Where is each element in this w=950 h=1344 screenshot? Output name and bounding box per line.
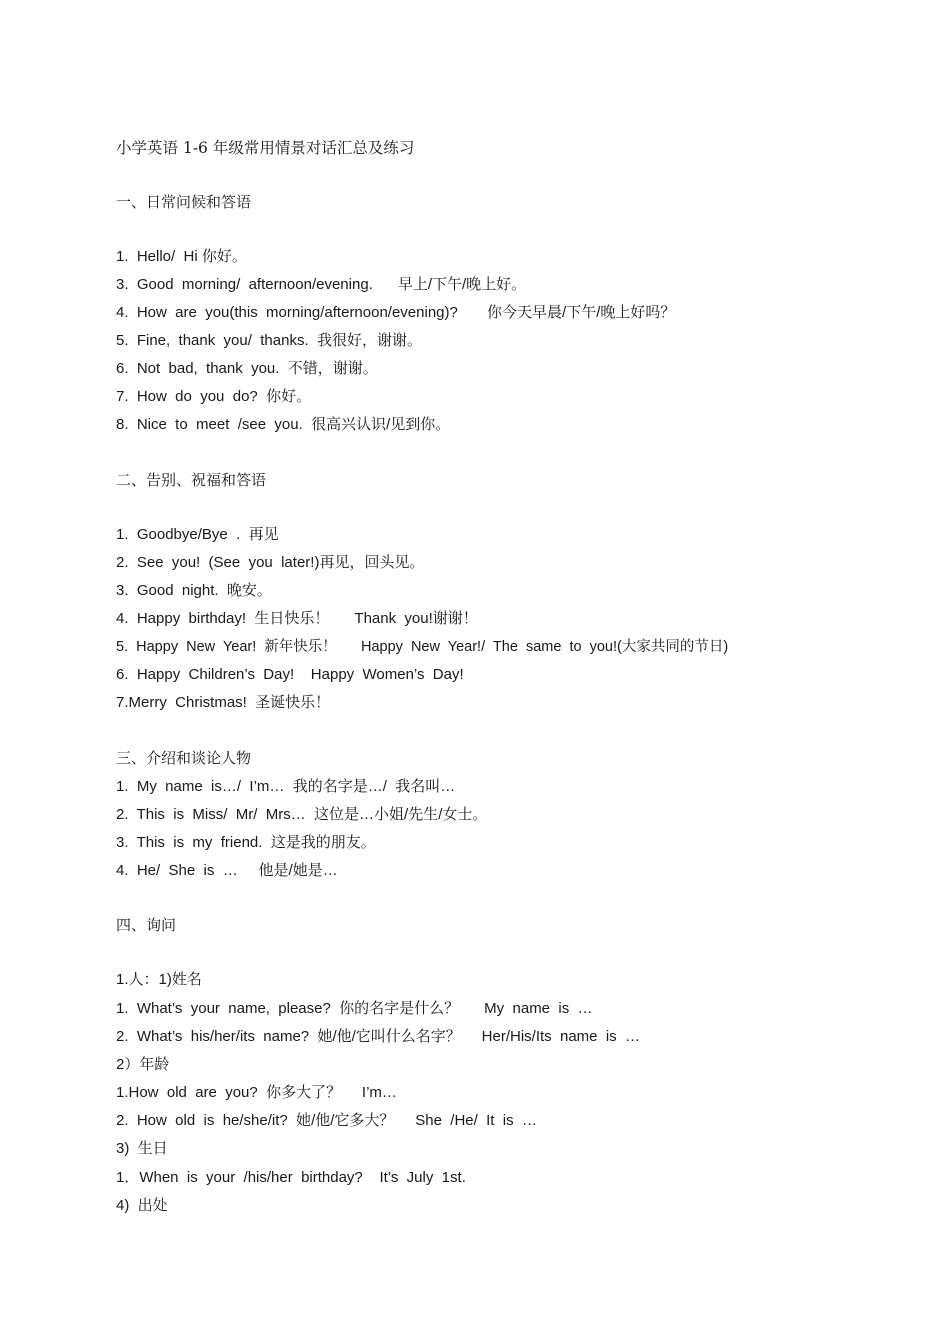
list-item: 3. Good morning/ afternoon/evening. 早上/下午/晚上好。: [116, 276, 527, 293]
list-item: 6. Happy Children’s Day! Happy Women’s Day!: [116, 666, 464, 683]
list-item: 2. What’s his/her/its name? 她/他/它叫什么名字？ Her/His/Its name is …: [116, 1028, 641, 1045]
list-item: 1. My name is…/ I’m… 我的名字是…/ 我名叫…: [116, 778, 456, 795]
list-item: 4. Happy birthday! 生日快乐！ Thank you!谢谢！: [116, 610, 478, 627]
list-item: 1. Goodbye/Bye . 再见: [116, 526, 279, 543]
list-item: 1. Hello/ Hi 你好。: [116, 248, 247, 265]
list-item: 1. What’s your name, please? 你的名字是什么？ My name is …: [116, 1000, 593, 1017]
list-item: 6. Not bad, thank you. 不错，谢谢。: [116, 360, 378, 377]
list-item: 3. Good night. 晚安。: [116, 582, 272, 599]
list-item: 7. How do you do? 你好。: [116, 388, 312, 405]
list-item: 4. How are you(this morning/afternoon/evening)? 你今天早晨/下午/晚上好吗？: [116, 304, 676, 321]
section-heading-inquiries: 四、询问: [116, 916, 177, 934]
list-item: 3) 生日: [116, 1140, 168, 1157]
list-item: 4) 出处: [116, 1197, 168, 1214]
document-title: 小学英语 1-6 年级常用情景对话汇总及练习: [116, 139, 415, 157]
list-item: 2. How old is he/she/it? 她/他/它多大？ She /He/ It is …: [116, 1112, 537, 1129]
list-item: 3. This is my friend. 这是我的朋友。: [116, 834, 376, 851]
list-item: 1.人：1)姓名: [116, 971, 202, 988]
list-item: 5. Fine, thank you/ thanks. 我很好，谢谢。: [116, 332, 422, 349]
list-item: 2）年龄: [116, 1056, 170, 1073]
list-item: 1.How old are you? 你多大了？ I’m…: [116, 1084, 397, 1101]
list-item: 4. He/ She is … 他是/她是…: [116, 862, 338, 879]
list-item: 7.Merry Christmas! 圣诞快乐！: [116, 694, 331, 711]
section-heading-farewells: 二、告别、祝福和答语: [116, 471, 267, 489]
list-item: 8. Nice to meet /see you. 很高兴认识/见到你。: [116, 416, 451, 433]
list-item: 1．When is your /his/her birthday? It’s July 1st.: [116, 1169, 466, 1186]
list-item: 5. Happy New Year! 新年快乐！ Happy New Year!/ The same to you!(大家共同的节日): [116, 639, 729, 655]
section-heading-greetings: 一、日常问候和答语: [116, 193, 252, 211]
section-heading-introductions: 三、介绍和谈论人物: [116, 749, 252, 767]
list-item: 2. See you! (See you later!)再见，回头见。: [116, 554, 425, 571]
list-item: 2. This is Miss/ Mr/ Mrs… 这位是…小姐/先生/女士。: [116, 806, 488, 823]
